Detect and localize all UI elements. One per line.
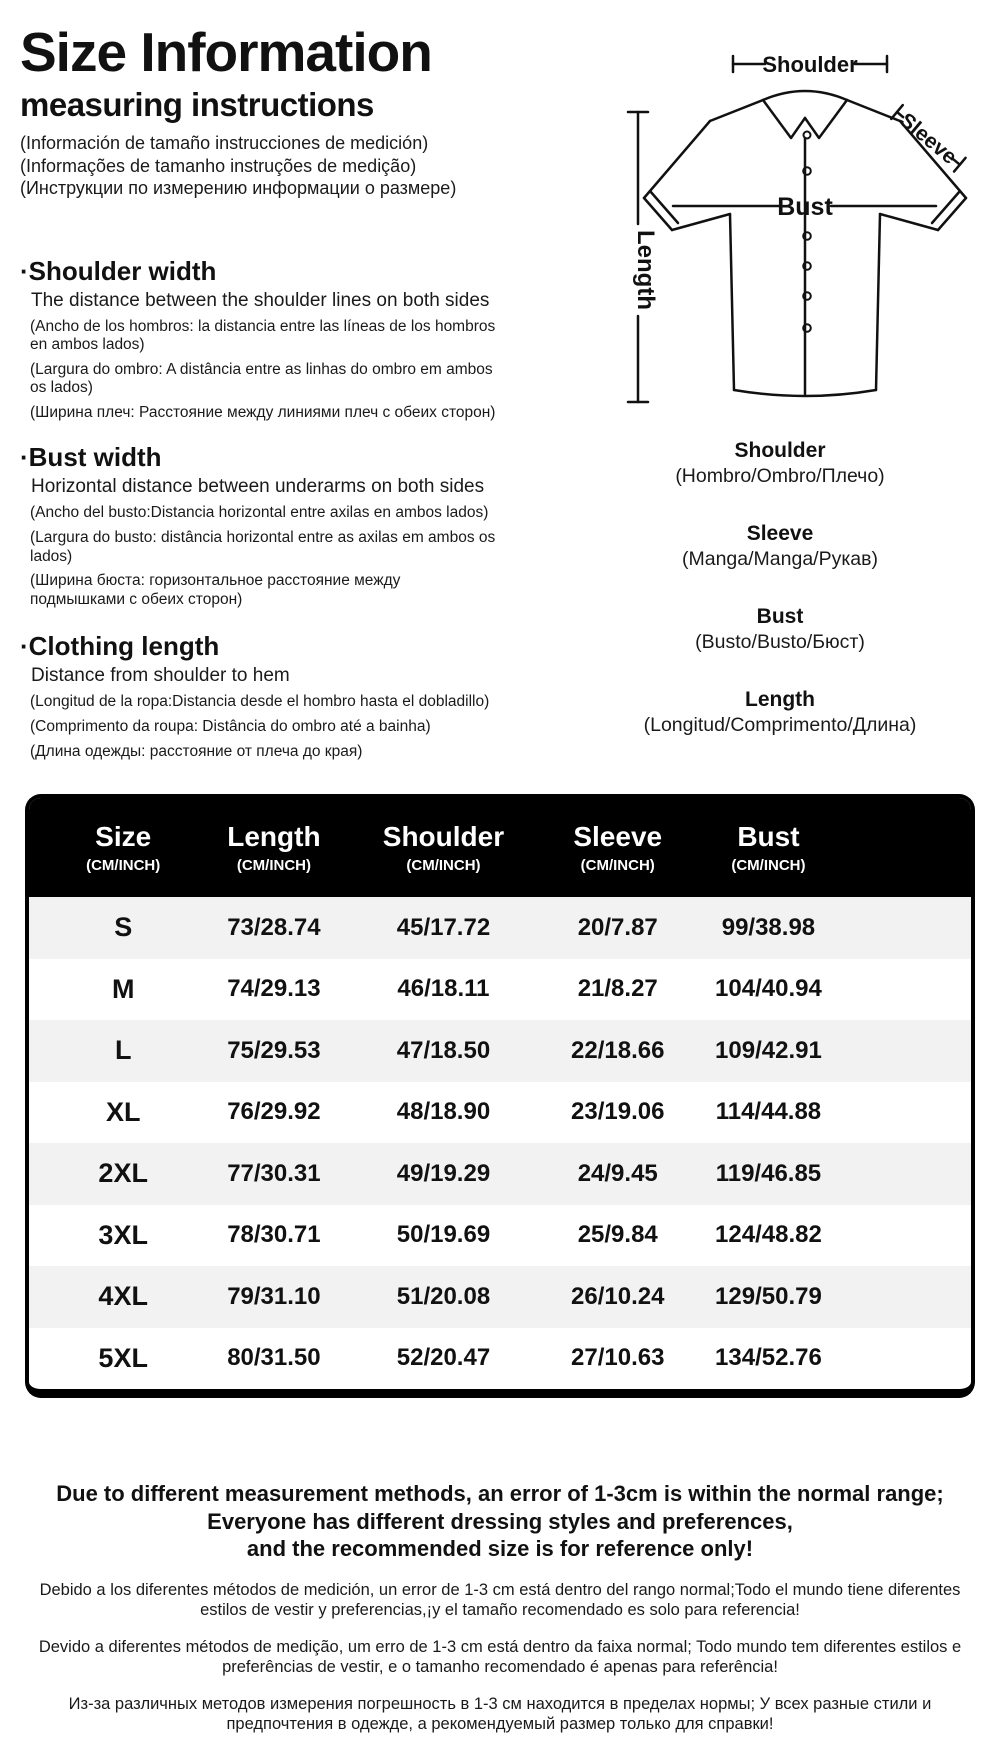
cell-length: 78/30.71 [227, 1221, 321, 1249]
table-row [29, 1082, 971, 1144]
cell-sleeve: 25/9.84 [577, 1221, 658, 1249]
section-title: ·Clothing length [20, 631, 220, 662]
column-header-sleeve: Sleeve (CM/INCH) [557, 822, 679, 874]
cell-shoulder: 46/18.11 [397, 975, 490, 1003]
cell-length: 79/31.10 [227, 1282, 321, 1310]
legend-sleeve [560, 521, 1000, 571]
cell-length: 76/29.92 [227, 1098, 321, 1126]
section-description: Horizontal distance between underarms on both sides [31, 476, 485, 498]
legend-label: Sleeve [746, 522, 814, 545]
measurement-diagram-column [560, 28, 1000, 737]
cell-shoulder: 49/19.29 [396, 1159, 491, 1187]
section-translation-pt: (Largura do ombro: A distância entre as linhas do ombro em ambos os lados) [30, 360, 493, 397]
unit-note: (CM/INCH) [86, 856, 161, 874]
page-title: Size Information [20, 21, 432, 83]
cell-size: 2XL [98, 1158, 148, 1189]
table-row [29, 1266, 971, 1328]
cell-bust: 114/44.88 [715, 1098, 822, 1126]
page-subtitle: measuring instructions [20, 86, 374, 123]
legend-translation: (Busto/Busto/Бюст) [695, 631, 865, 653]
legend-bust [560, 604, 1000, 654]
cell-size: M [111, 973, 135, 1004]
cell-length: 77/30.31 [227, 1159, 321, 1187]
cell-shoulder: 50/19.69 [396, 1221, 491, 1249]
cell-bust: 119/46.85 [715, 1159, 822, 1187]
table-row [29, 897, 971, 959]
section-translation-es: (Longitud de la ropa:Distancia desde el hombro hasta el dobladillo) [30, 693, 490, 711]
cell-length: 74/29.13 [227, 975, 321, 1003]
cell-shoulder: 48/18.90 [396, 1098, 491, 1126]
left-sleeve [644, 121, 710, 198]
cell-size: 5XL [98, 1342, 148, 1373]
collar-outline [763, 91, 847, 100]
cell-length: 80/31.50 [227, 1344, 321, 1372]
legend-translation: (Manga/Manga/Рукав) [682, 548, 878, 570]
cell-size: 4XL [98, 1281, 148, 1312]
footer-notice-es: Debido a los diferentes métodos de medición, un error de 1-3 cm está dentro del rango normal;Todo el mundo tiene diferentes estilos de vestir y preferencias,¡y el tamaño recomendado es solo para referencia! [39, 1580, 961, 1619]
diagram-bust-label: Bust [777, 193, 833, 221]
cell-length: 73/28.74 [227, 913, 321, 941]
cell-bust: 124/48.82 [715, 1221, 822, 1249]
section-translation-ru: (Длина одежды: расстояние от плеча до края) [30, 742, 363, 760]
table-row [29, 1143, 971, 1205]
section-shoulder-width [20, 256, 525, 423]
cell-bust: 129/50.79 [715, 1282, 822, 1310]
diagram-sleeve-label: Sleeve [895, 108, 961, 169]
legend-shoulder [560, 438, 1000, 488]
cell-bust: 99/38.98 [721, 913, 816, 941]
cell-shoulder: 51/20.08 [396, 1282, 491, 1310]
column-header-bust: Bust (CM/INCH) [679, 822, 858, 874]
cell-size: L [114, 1035, 132, 1066]
footer-notice-en-line2: Everyone has different dressing styles and preferences, [207, 1508, 793, 1534]
subtitle-translation-es: (Información de tamaño instrucciones de medición) [20, 133, 429, 153]
section-translation-pt: (Comprimento da roupa: Distância do ombro até a bainha) [30, 718, 431, 736]
legend-label: Bust [756, 605, 804, 628]
cell-shoulder: 52/20.47 [396, 1344, 491, 1372]
table-row [29, 1020, 971, 1082]
footer-notice-en-line3: and the recommended size is for reference only! [246, 1536, 754, 1561]
section-bust-width [20, 442, 525, 609]
cell-sleeve: 23/19.06 [571, 1098, 665, 1126]
subtitle-translation-ru: (Инструкции по измерению информации о размере) [20, 178, 457, 198]
size-table [25, 794, 975, 1398]
section-title: ·Bust width [20, 442, 162, 473]
cell-shoulder: 47/18.50 [396, 1036, 491, 1064]
cell-length: 75/29.53 [227, 1036, 321, 1064]
legend-translation: (Longitud/Comprimento/Длина) [643, 714, 917, 736]
left-column [20, 22, 525, 761]
unit-note: (CM/INCH) [580, 856, 655, 874]
cell-shoulder: 45/17.72 [396, 913, 491, 941]
cell-sleeve: 27/10.63 [571, 1344, 665, 1372]
unit-note: (CM/INCH) [406, 856, 481, 874]
cell-bust: 104/40.94 [715, 975, 822, 1003]
section-clothing-length [20, 631, 525, 761]
section-translation-ru: (Ширина бюста: горизонтальное расстояние между подмышками с обеих сторон) [30, 572, 401, 608]
cell-sleeve: 26/10.24 [571, 1282, 665, 1310]
footer-notice-pt: Devido a diferentes métodos de medição, um erro de 1-3 cm está dentro da faixa normal; Todo mundo tem diferentes estilos e preferências de vestir, e o tamanho recomendado é apenas para referência! [38, 1637, 962, 1676]
table-row [29, 1328, 971, 1390]
diagram-length-label: Length [632, 230, 659, 310]
cell-sleeve: 21/8.27 [577, 975, 658, 1003]
unit-note: (CM/INCH) [236, 856, 311, 874]
cell-bust: 134/52.76 [715, 1344, 822, 1372]
legend-label: Shoulder [734, 439, 826, 462]
body-right-seam [876, 214, 880, 390]
section-title: ·Shoulder width [20, 255, 217, 286]
section-translation-pt: (Largura do busto: distância horizontal entre as axilas em ambos os lados) [30, 529, 496, 565]
legend-translation: (Hombro/Ombro/Плечо) [675, 465, 885, 487]
cell-sleeve: 24/9.45 [577, 1159, 658, 1187]
section-description: The distance between the shoulder lines on both sides [31, 289, 490, 311]
legend-label: Length [745, 688, 815, 711]
diagram-shoulder-label: Shoulder [762, 52, 858, 77]
table-row [29, 1205, 971, 1267]
body-left-seam [730, 214, 734, 390]
section-translation-es: (Ancho de los hombros: la distancia entre las líneas de los hombros en ambos lados) [30, 317, 496, 354]
column-header-size: Size (CM/INCH) [29, 822, 217, 874]
footer-notice-en-line1: Due to different measurement methods, an error of 1-3cm is within the normal range; [56, 1481, 944, 1506]
cell-size: XL [105, 1096, 141, 1127]
subtitle-translation-pt: (Informações de tamanho instruções de medição) [20, 155, 417, 176]
footer-notices [30, 1480, 970, 1734]
cell-size: S [114, 912, 133, 943]
cell-size: 3XL [98, 1219, 148, 1250]
unit-note: (CM/INCH) [731, 856, 806, 874]
column-header-shoulder: Shoulder (CM/INCH) [330, 822, 556, 874]
section-description: Distance from shoulder to hem [31, 665, 290, 687]
table-header [29, 798, 971, 897]
cell-sleeve: 20/7.87 [577, 913, 658, 941]
cell-sleeve: 22/18.66 [571, 1036, 665, 1064]
footer-notice-ru: Из-за различных методов измерения погрешность в 1-3 см находится в пределах нормы; У всех разные стили и предпочтения в одежде, а рекомендуемый размер только для справки! [68, 1694, 932, 1733]
shirt-diagram [560, 28, 1000, 418]
legend-length [560, 687, 1000, 737]
column-header-length: Length (CM/INCH) [217, 822, 330, 874]
table-row [29, 959, 971, 1021]
section-translation-ru: (Ширина плеч: Расстояние между линиями плеч с обеих сторон) [30, 403, 496, 421]
section-translation-es: (Ancho del busto:Distancia horizontal entre axilas en ambos lados) [30, 504, 489, 522]
cell-bust: 109/42.91 [715, 1036, 822, 1064]
